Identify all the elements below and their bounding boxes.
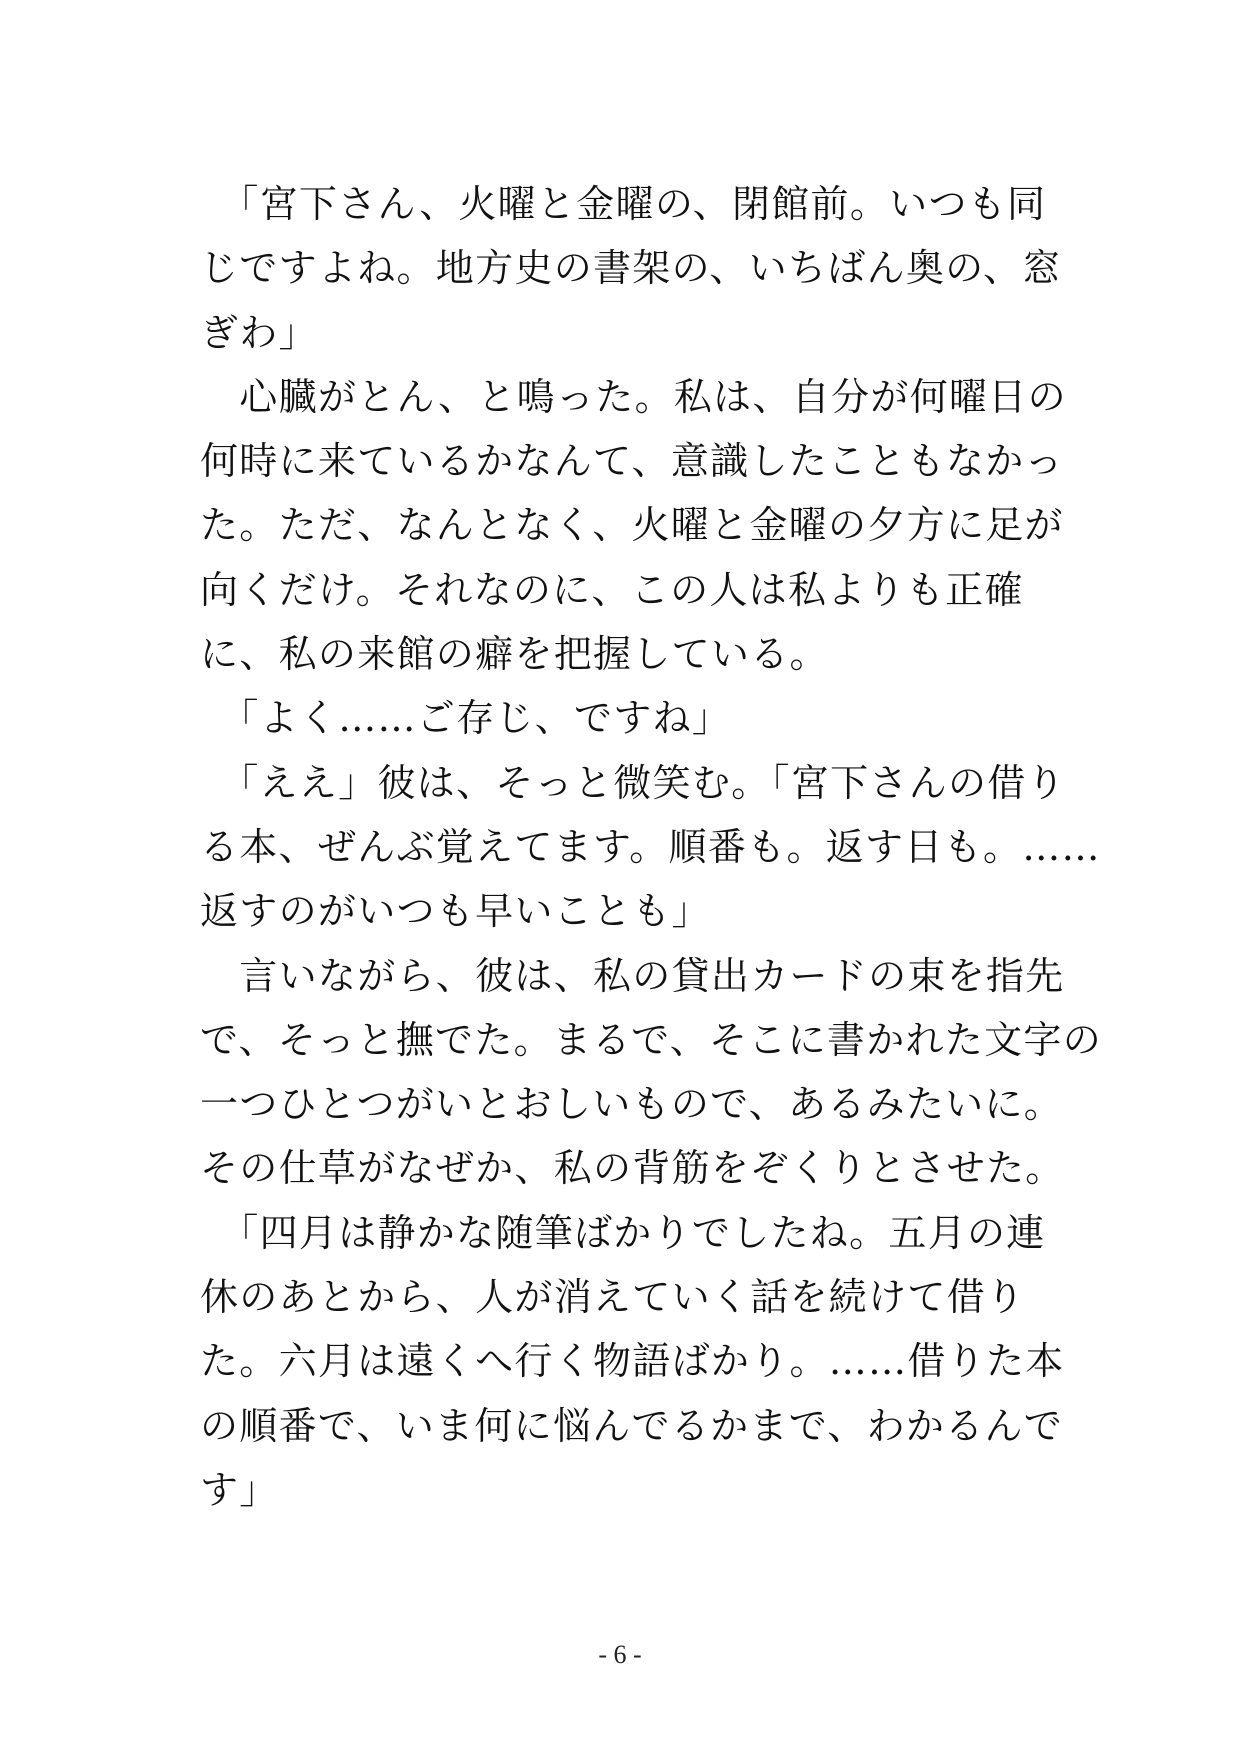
text-line: 「宮下さん、火曜と金曜の、閉館前。いつも同 <box>200 182 1047 226</box>
text-line: 「よく……ご存じ、ですね」 <box>200 696 732 741</box>
text-line: 向くだけ。それなのに、この人は私よりも正確 <box>200 567 1024 612</box>
text-line: 休のあとから、人が消えていく話を続けて借り <box>200 1275 1026 1320</box>
text-line: 心臓がとん、と鳴った。私は、自分が何曜日の <box>200 374 1067 419</box>
paragraph-4 <box>200 751 1101 944</box>
text-line: 「ええ」彼は、そっと微笑む。「宮下さんの借り <box>200 760 1066 805</box>
text-line: で、そっと撫でた。まるで、そこに書かれた文字の <box>200 1017 1103 1062</box>
text-line: た。六月は遠くへ行く物語ばかり。……借りた本 <box>200 1339 1065 1384</box>
page-number: - 6 - <box>598 1640 642 1669</box>
paragraph-6 <box>200 1201 1065 1522</box>
text-line: 何時に来ているかなんて、意識したこともなかっ <box>200 439 1064 484</box>
text-line: ぎわ」 <box>200 310 318 355</box>
text-line: じですよね。地方史の書架の、いちばん奥の、窓 <box>200 246 1062 291</box>
text-line: る本、ぜんぶ覚えてます。順番も。返す日も。…… <box>200 824 1101 869</box>
text-line: 返すのがいつも早いことも」 <box>200 889 711 934</box>
paragraph-2 <box>200 365 1067 686</box>
text-line: す」 <box>200 1467 279 1512</box>
text-line: の順番で、いま何に悩んでるかまで、わかるんで <box>200 1403 1064 1448</box>
text-line: その仕草がなぜか、私の背筋をぞくりとさせた。 <box>200 1146 1065 1191</box>
document-body <box>200 172 1103 1522</box>
paragraph-1 <box>200 172 1060 365</box>
text-line: 「四月は静かな随筆ばかりでしたね。五月の連 <box>200 1210 1046 1255</box>
text-line: 言いながら、彼は、私の貸出カードの束を指先 <box>200 953 1065 998</box>
text-line: に、私の来館の癖を把握している。 <box>200 632 829 677</box>
text-line: 一つひとつがいとおしいもので、あるみたいに。 <box>200 1082 1064 1127</box>
paragraph-5 <box>200 944 1103 1201</box>
text-line: た。ただ、なんとなく、火曜と金曜の夕方に足が <box>200 503 1064 548</box>
paragraph-3 <box>200 686 1060 750</box>
